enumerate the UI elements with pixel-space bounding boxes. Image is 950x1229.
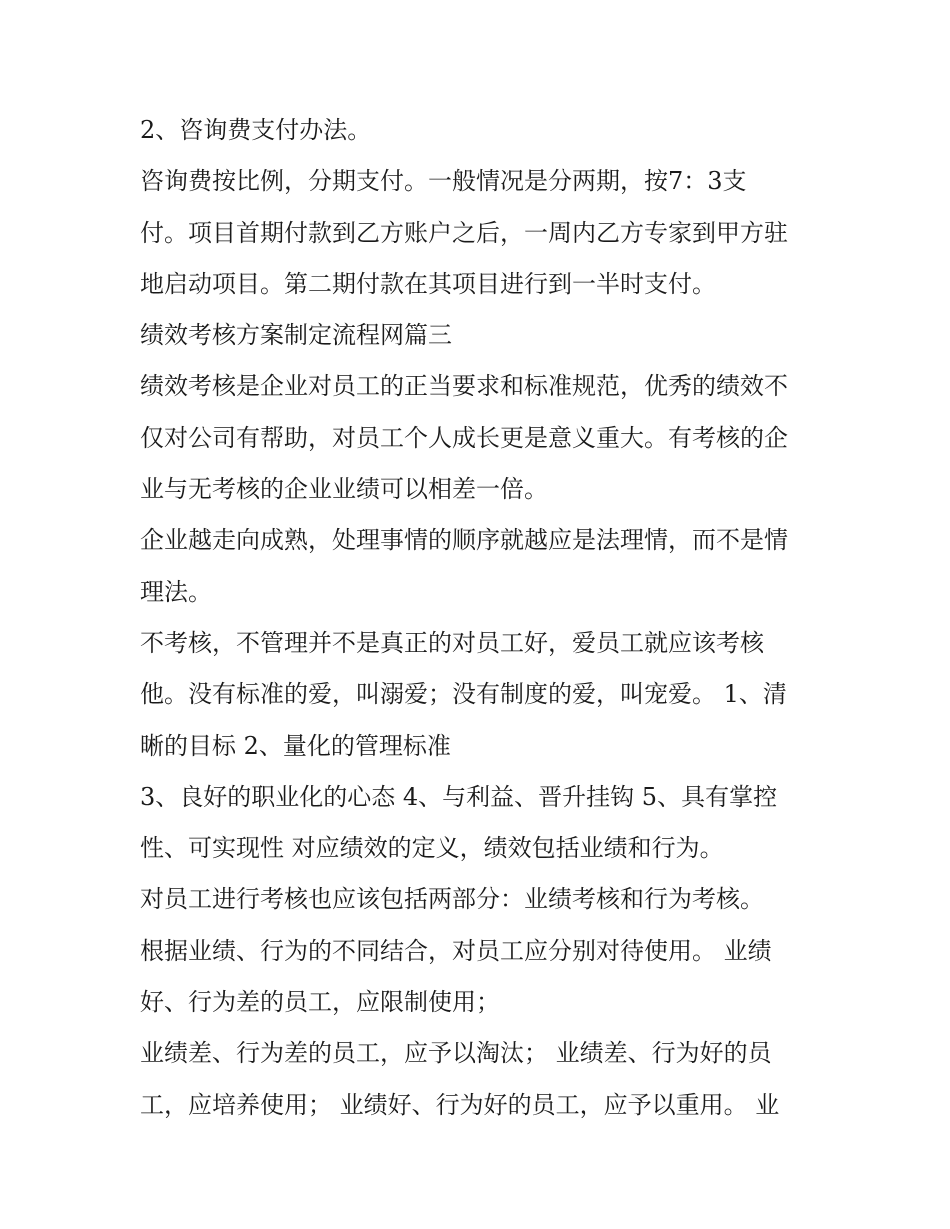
text-line: 不考核，不管理并不是真正的对员工好，爱员工就应该考核 <box>140 628 764 657</box>
text-line: 地启动项目。第二期付款在其项目进行到一半时支付。 <box>140 269 716 298</box>
text-line: 晰的目标 2、量化的管理标准 <box>140 731 451 760</box>
section-heading: 绩效考核方案制定流程网篇三 <box>140 321 452 350</box>
text-line: 性、可实现性 对应绩效的定义，绩效包括业绩和行为。 <box>140 834 724 863</box>
text-line: 2、咨询费支付办法。 <box>140 116 372 144</box>
text-line: 绩效考核是企业对员工的正当要求和标准规范，优秀的绩效不 <box>140 372 788 401</box>
text-line: 他。没有标准的爱，叫溺爱；没有制度的爱，叫宠爱。 1、清 <box>140 680 787 709</box>
text-line: 3、良好的职业化的心态 4、与利益、晋升挂钩 5、具有掌控 <box>140 782 778 811</box>
text-line: 仅对公司有帮助，对员工个人成长更是意义重大。有考核的企 <box>140 423 788 452</box>
text-line: 理法。 <box>140 577 212 606</box>
text-line: 对员工进行考核也应该包括两部分：业绩考核和行为考核。 <box>140 885 764 914</box>
text-line: 工，应培养使用； 业绩好、行为好的员工，应予以重用。 业 <box>140 1090 780 1119</box>
text-line: 业绩差、行为差的员工，应予以淘汰； 业绩差、行为好的员 <box>140 1039 772 1068</box>
text-line: 业与无考核的企业业绩可以相差一倍。 <box>140 475 548 504</box>
document-body <box>140 108 830 1134</box>
text-line: 付。项目首期付款到乙方账户之后，一周内乙方专家到甲方驻 <box>140 218 788 247</box>
text-line: 企业越走向成熟，处理事情的顺序就越应是法理情，而不是情 <box>140 526 788 555</box>
text-line: 咨询费按比例，分期支付。一般情况是分两期，按7：3支 <box>140 167 747 196</box>
text-line: 好、行为差的员工，应限制使用； <box>140 988 500 1017</box>
text-line: 根据业绩、行为的不同结合，对员工应分别对待使用。 业绩 <box>140 936 772 965</box>
